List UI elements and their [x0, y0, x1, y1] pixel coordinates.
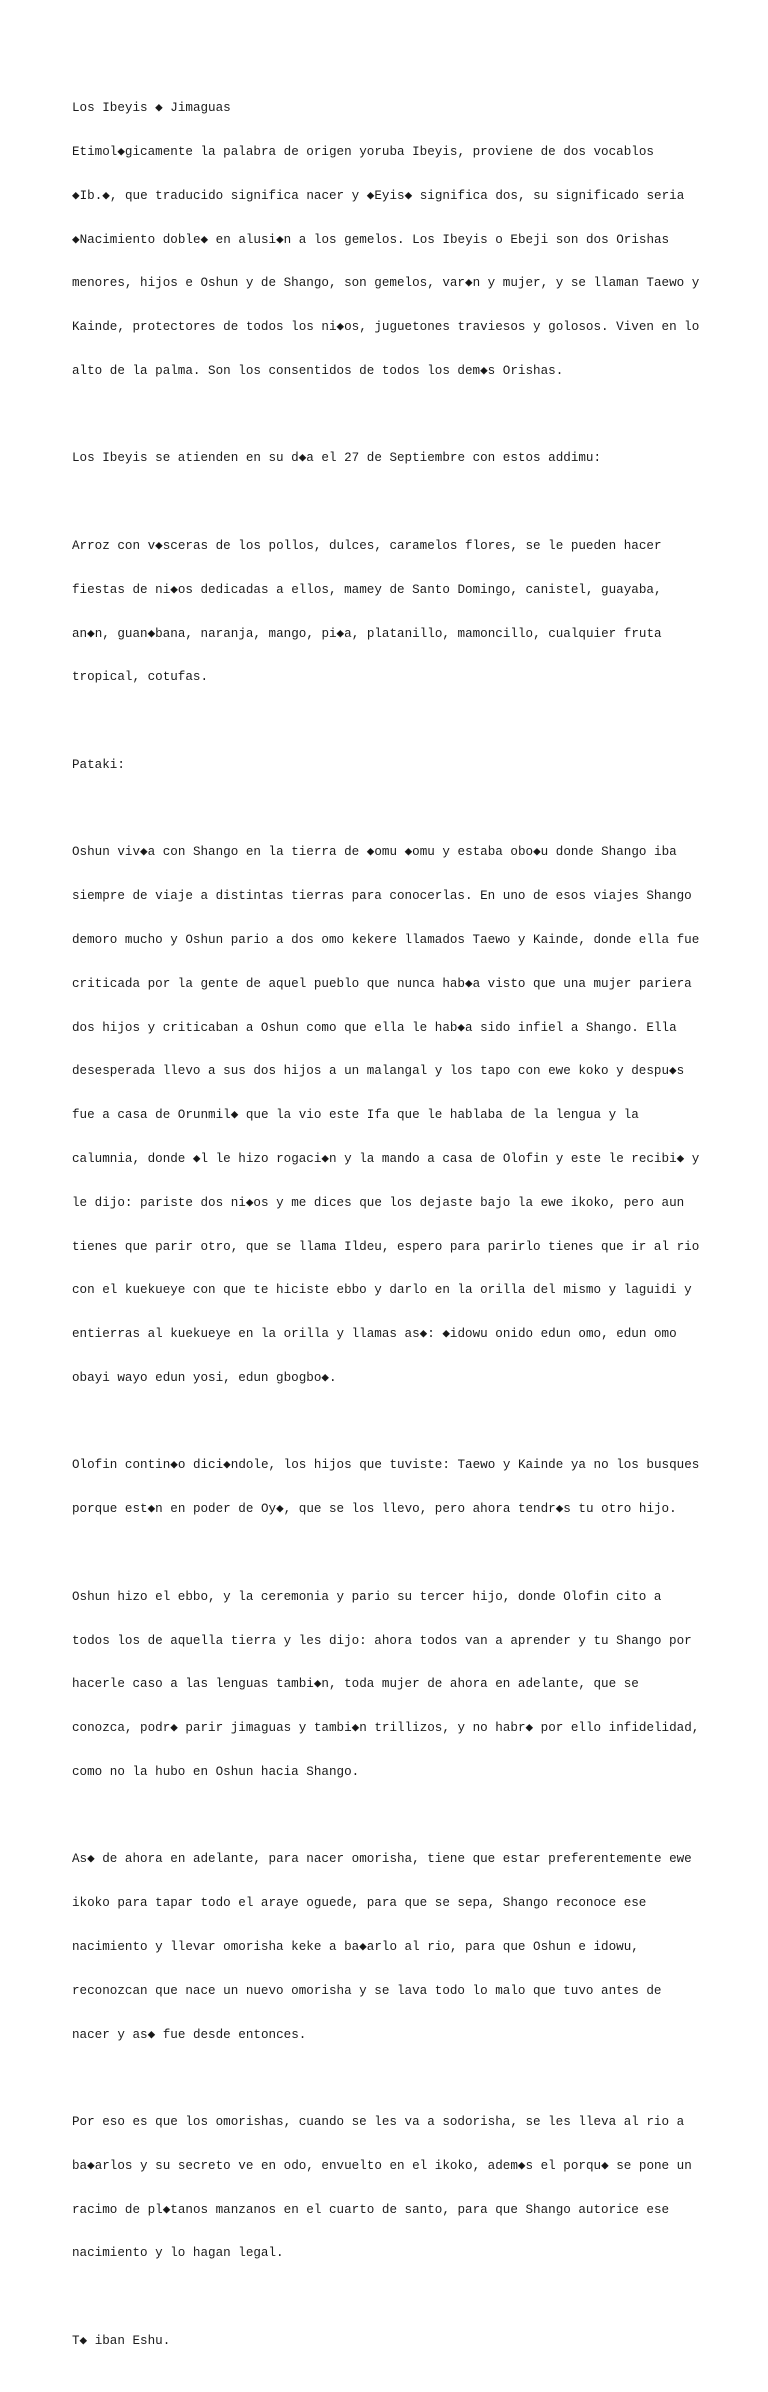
text-line: fue a casa de Orunmil◆ que la vio este Ifa que le hablaba de la lengua y la: [72, 1108, 639, 1123]
text-line: como no la hubo en Oshun hacia Shango.: [72, 1764, 360, 1779]
text-line: reconozcan que nace un nuevo omorisha y se lava todo lo malo que tuvo antes de: [72, 1983, 662, 1998]
paragraph-pataki-heading: [72, 729, 712, 802]
text-line: Kainde, protectores de todos los ni◆os, juguetones traviesos y golosos. Viven en lo: [72, 320, 700, 335]
text-line: nacimiento y lo hagan legal.: [72, 2246, 284, 2261]
text-line: As◆ de ahora en adelante, para nacer omorisha, tiene que estar preferentemente ewe: [72, 1852, 692, 1867]
text-line: tropical, cotufas.: [72, 670, 209, 685]
text-line: dos hijos y criticaban a Oshun como que ella le hab◆a sido infiel a Shango. Ella: [72, 1020, 677, 1035]
closing-line: T◆ iban Eshu.: [72, 2334, 171, 2349]
text-line: nacer y as◆ fue desde entonces.: [72, 2027, 307, 2042]
text-line: entierras al kuekueye en la orilla y llamas as◆: ◆idowu onido edun omo, edun omo: [72, 1327, 677, 1342]
text-line: Los Ibeyis se atienden en su d◆a el 27 de Septiembre con estos addimu:: [72, 451, 602, 466]
paragraph-date: [72, 422, 712, 495]
section-heading: Pataki:: [72, 757, 125, 772]
document-title: Los Ibeyis ◆ Jimaguas: [72, 101, 231, 116]
paragraph-intro: [72, 72, 712, 408]
paragraph-story-1: [72, 816, 712, 1414]
text-line: criticada por la gente de aquel pueblo que nunca hab◆a visto que una mujer pariera: [72, 976, 692, 991]
text-line: tienes que parir otro, que se llama Ildeu, espero para parirlo tienes que ir al rio: [72, 1239, 700, 1254]
document-page: [72, 72, 712, 2392]
text-line: menores, hijos e Oshun y de Shango, son gemelos, var◆n y mujer, y se llaman Taewo y: [72, 276, 700, 291]
text-line: nacimiento y llevar omorisha keke a ba◆arlo al rio, para que Oshun e idowu,: [72, 1940, 639, 1954]
text-line: fiestas de ni◆os dedicadas a ellos, mamey de Santo Domingo, canistel, guayaba,: [72, 582, 662, 597]
text-line: an◆n, guan◆bana, naranja, mango, pi◆a, platanillo, mamoncillo, cualquier fruta: [72, 626, 662, 641]
text-line: todos los de aquella tierra y les dijo: ahora todos van a aprender y tu Shango por: [72, 1633, 692, 1648]
text-line: ◆Ib.◆, que traducido significa nacer y ◆Eyis◆ significa dos, su significado seria: [72, 188, 685, 203]
text-line: ikoko para tapar todo el araye oguede, para que se sepa, Shango reconoce ese: [72, 1896, 647, 1911]
text-line: demoro mucho y Oshun pario a dos omo kekere llamados Taewo y Kainde, donde ella fue: [72, 933, 700, 948]
paragraph-story-4: [72, 1823, 712, 2071]
text-line: racimo de pl◆tanos manzanos en el cuarto de santo, para que Shango autorice ese: [72, 2202, 670, 2217]
text-line: Arroz con v◆sceras de los pollos, dulces, caramelos flores, se le pueden hacer: [72, 539, 662, 553]
text-line: desesperada llevo a sus dos hijos a un malangal y los tapo con ewe koko y despu◆s: [72, 1064, 685, 1079]
text-line: Oshun hizo el ebbo, y la ceremonia y pario su tercer hijo, donde Olofin cito a: [72, 1589, 662, 1604]
text-line: ba◆arlos y su secreto ve en odo, envuelto en el ikoko, adem◆s el porqu◆ se pone un: [72, 2158, 692, 2173]
paragraph-story-3: [72, 1561, 712, 1809]
paragraph-closing: [72, 2305, 712, 2378]
text-line: siempre de viaje a distintas tierras para conocerlas. En uno de esos viajes Shango: [72, 889, 692, 904]
text-line: le dijo: pariste dos ni◆os y me dices que los dejaste bajo la ewe ikoko, pero aun: [72, 1195, 685, 1210]
text-line: Oshun viv◆a con Shango en la tierra de ◆omu ◆omu y estaba obo◆u donde Shango iba: [72, 845, 677, 860]
text-line: porque est◆n en poder de Oy◆, que se los llevo, pero ahora tendr◆s tu otro hijo.: [72, 1502, 677, 1517]
text-line: con el kuekueye con que te hiciste ebbo y darlo en la orilla del mismo y laguidi y: [72, 1283, 692, 1298]
text-line: calumnia, donde ◆l le hizo rogaci◆n y la mando a casa de Olofin y este le recibi◆ y: [72, 1151, 700, 1166]
text-line: Olofin contin◆o dici◆ndole, los hijos que tuviste: Taewo y Kainde ya no los busques: [72, 1458, 700, 1473]
text-line: obayi wayo edun yosi, edun gbogbo◆.: [72, 1370, 337, 1385]
text-line: alto de la palma. Son los consentidos de todos los dem◆s Orishas.: [72, 363, 564, 378]
text-line: Etimol◆gicamente la palabra de origen yoruba Ibeyis, proviene de dos vocablos: [72, 144, 654, 159]
text-line: ◆Nacimiento doble◆ en alusi◆n a los gemelos. Los Ibeyis o Ebeji son dos Orishas: [72, 232, 670, 247]
paragraph-story-5: [72, 2086, 712, 2290]
paragraph-offerings: [72, 510, 712, 714]
text-line: hacerle caso a las lenguas tambi◆n, toda mujer de ahora en adelante, que se: [72, 1677, 639, 1692]
text-line: Por eso es que los omorishas, cuando se les va a sodorisha, se les lleva al rio a: [72, 2115, 685, 2130]
paragraph-story-2: [72, 1429, 712, 1546]
text-line: conozca, podr◆ parir jimaguas y tambi◆n trillizos, y no habr◆ por ello infidelidad,: [72, 1721, 700, 1736]
